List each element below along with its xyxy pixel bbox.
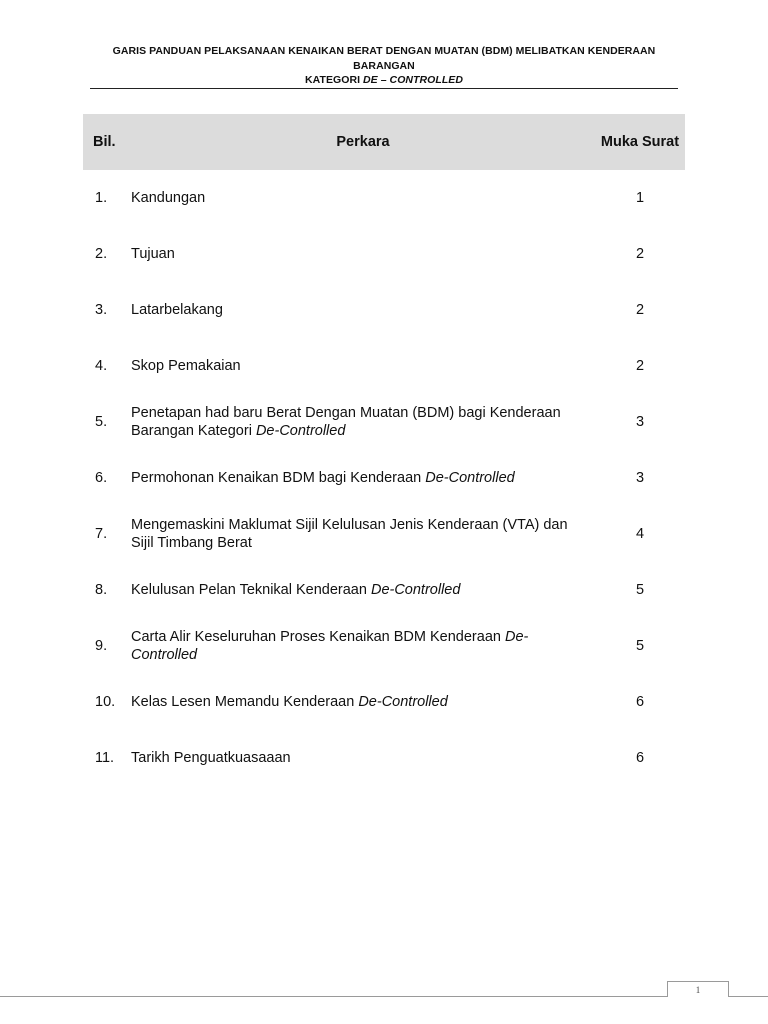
page-number-box — [667, 981, 729, 997]
table-row — [83, 618, 685, 674]
row-number: 2. — [95, 246, 108, 262]
row-number: 5. — [95, 414, 108, 430]
row-item — [131, 170, 595, 226]
header-title-line2-italic: DE – CONTROLLED — [363, 74, 463, 86]
row-page: 5 — [635, 638, 645, 654]
row-item-italic-text: De-Controlled — [358, 694, 448, 710]
header-title-line1: GARIS PANDUAN PELAKSANAAN KENAIKAN BERAT DENGAN MUATAN (BDM) MELIBATKAN KENDERAAN BARANGAN — [112, 45, 656, 72]
row-item-text: Kandungan — [131, 190, 206, 206]
row-page: 6 — [635, 694, 645, 710]
row-item — [131, 338, 595, 394]
row-item-text: Kelulusan Pelan Teknikal Kenderaan — [131, 582, 371, 598]
row-item-text: Latarbelakang — [131, 302, 223, 318]
row-number: 6. — [95, 470, 108, 486]
row-item-italic-text: De-Controlled — [131, 629, 529, 663]
row-page: 2 — [635, 246, 645, 262]
row-item-text: Mengemaskini Maklumat Sijil Kelulusan Jenis Kenderaan (VTA) dan Sijil Timbang Berat — [131, 517, 568, 551]
row-item — [131, 618, 595, 674]
table-row — [83, 394, 685, 450]
row-page: 2 — [635, 358, 645, 374]
row-item — [131, 282, 595, 338]
header-title-line2-prefix: KATEGORI — [305, 74, 364, 86]
column-header-page: Muka Surat — [600, 134, 680, 150]
row-page: 5 — [635, 582, 645, 598]
column-header-item: Perkara — [336, 134, 390, 150]
row-page: 2 — [635, 302, 645, 318]
page-number: 1 — [695, 985, 701, 995]
table-row — [83, 338, 685, 394]
row-number: 8. — [95, 582, 108, 598]
row-page: 6 — [635, 750, 645, 766]
row-item-italic-text: De-Controlled — [255, 423, 346, 439]
row-page: 4 — [635, 526, 645, 542]
column-header-number: Bil. — [93, 134, 116, 150]
table-row — [83, 674, 685, 730]
table-row — [83, 226, 685, 282]
table-row — [83, 282, 685, 338]
footer-divider — [0, 996, 768, 997]
row-number: 1. — [95, 190, 108, 206]
row-item — [131, 730, 595, 786]
row-item — [131, 226, 595, 282]
row-item — [131, 394, 595, 450]
row-item-italic-text: De-Controlled — [425, 470, 515, 486]
row-number: 4. — [95, 358, 108, 374]
header-title-line2 — [90, 73, 678, 88]
row-number: 7. — [95, 526, 108, 542]
row-item-text: Carta Alir Keseluruhan Proses Kenaikan BDM Kenderaan — [131, 629, 505, 645]
row-item-text: Penetapan had baru Berat Dengan Muatan (BDM) bagi Kenderaan Barangan Kategori — [131, 405, 561, 439]
row-item-text: Skop Pemakaian — [131, 358, 241, 374]
row-item-text: Tujuan — [131, 246, 175, 262]
row-number: 3. — [95, 302, 108, 318]
row-number: 10. — [95, 694, 116, 710]
row-page: 3 — [635, 414, 645, 430]
row-item — [131, 562, 595, 618]
row-item — [131, 674, 595, 730]
header-divider — [90, 88, 678, 89]
table-row — [83, 562, 685, 618]
row-item-text: Kelas Lesen Memandu Kenderaan — [131, 694, 359, 710]
document-header — [90, 44, 678, 88]
table-of-contents — [83, 114, 685, 786]
table-row — [83, 506, 685, 562]
table-row — [83, 730, 685, 786]
row-item — [131, 506, 595, 562]
row-item-text: Tarikh Penguatkuasaaan — [131, 750, 291, 766]
row-item-text: Permohonan Kenaikan BDM bagi Kenderaan — [131, 470, 426, 486]
table-row — [83, 450, 685, 506]
table-row — [83, 170, 685, 226]
row-page: 3 — [635, 470, 645, 486]
row-number: 9. — [95, 638, 108, 654]
row-number: 11. — [95, 750, 115, 766]
row-item — [131, 450, 595, 506]
toc-header-row — [83, 114, 685, 170]
row-page: 1 — [635, 190, 645, 206]
row-item-italic-text: De-Controlled — [370, 582, 461, 598]
toc-body — [83, 170, 685, 786]
